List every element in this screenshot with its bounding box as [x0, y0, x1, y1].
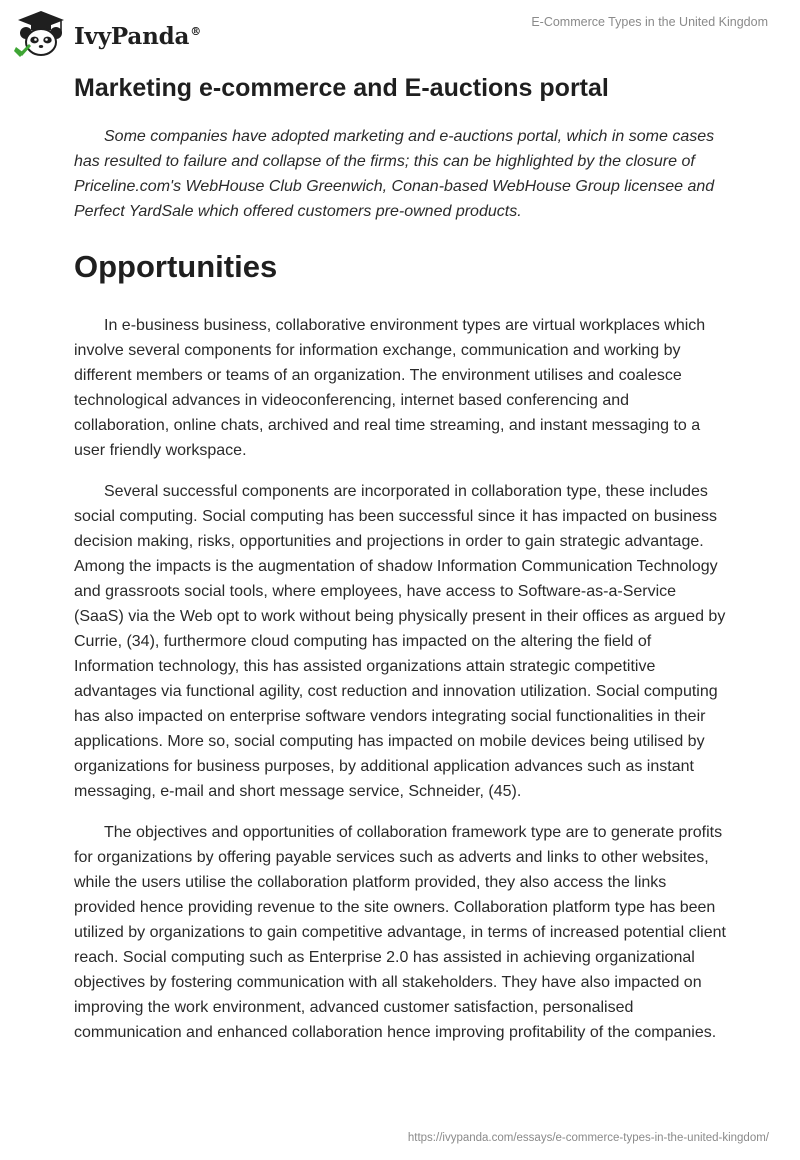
- footer-url[interactable]: https://ivypanda.com/essays/e-commerce-types-in-the-united-kingdom/: [407, 1132, 769, 1144]
- panda-graduate-icon: [14, 9, 68, 59]
- body-paragraph: In e-business business, collaborative environment types are virtual workplaces which involve several components for information exchange, communication and working by different members or teams of an organization. The environment utilises and coalesce technological advances in videoconferencing, internet based conferencing and collaboration, online chats, archived and real time streaming, and instant messaging to a user friendly workspace.: [74, 317, 706, 459]
- opportunities-heading: Opportunities: [74, 249, 278, 284]
- logo-text: IvyPanda: [74, 22, 190, 50]
- logo-wordmark: [74, 23, 201, 50]
- page-header: [0, 0, 800, 60]
- essay-content: [74, 72, 728, 1045]
- section-heading: Marketing e-commerce and E-auctions portal: [74, 74, 609, 102]
- document-title: E-Commerce Types in the United Kingdom: [531, 15, 768, 29]
- body-paragraph: Several successful components are incorporated in collaboration type, these includes social computing. Social computing has been successful since it has impacted on business decision making, risks, opportunities and projections in order to gain strategic advantage. Among the impacts is the augmentation of shadow Information Communication Technology and grassroots social tools, where employees, have access to Software-as-a-Service (SaaS) via the Web opt to work without being physically present in their offices as argued by Currie, (34), furthermore cloud computing has impacted on the altering the field of Information technology, this has assisted organizations attain strategic competitive advantages via functional agility, cost reduction and innovation utilization. Social computing has also impacted on enterprise software vendors integrating social functionalities in their applications. More so, social computing has impacted on mobile devices being utilised by organizations for business purposes, by additional application advances such as instant messaging, e-mail and short message service, Schneider, (45).: [74, 483, 726, 800]
- ivypanda-logo[interactable]: [14, 9, 201, 59]
- quote-paragraph: Some companies have adopted marketing and e-auctions portal, which in some cases has resulted to failure and collapse of the firms; this can be highlighted by the closure of Priceline.com's WebHouse Club Greenwich, Conan-based WebHouse Group licensee and Perfect YardSale which offered customers pre-owned products.: [74, 128, 715, 220]
- registered-mark: ®: [190, 24, 201, 38]
- body-paragraph: The objectives and opportunities of collaboration framework type are to generate profits for organizations by offering payable services such as adverts and links to other websites, while the users utilise the collaboration platform provided, they also access the links provided hence providing revenue to the site owners. Collaboration platform type has been utilized by organizations to gain competitive advantage, in terms of increased potential client reach. Social computing such as Enterprise 2.0 has assisted in achieving organizational objectives by fostering communication with all stakeholders. They have also impacted on improving the work environment, advanced customer satisfaction, personalised communication and enhanced collaboration hence improving profitability of the companies.: [74, 824, 726, 1041]
